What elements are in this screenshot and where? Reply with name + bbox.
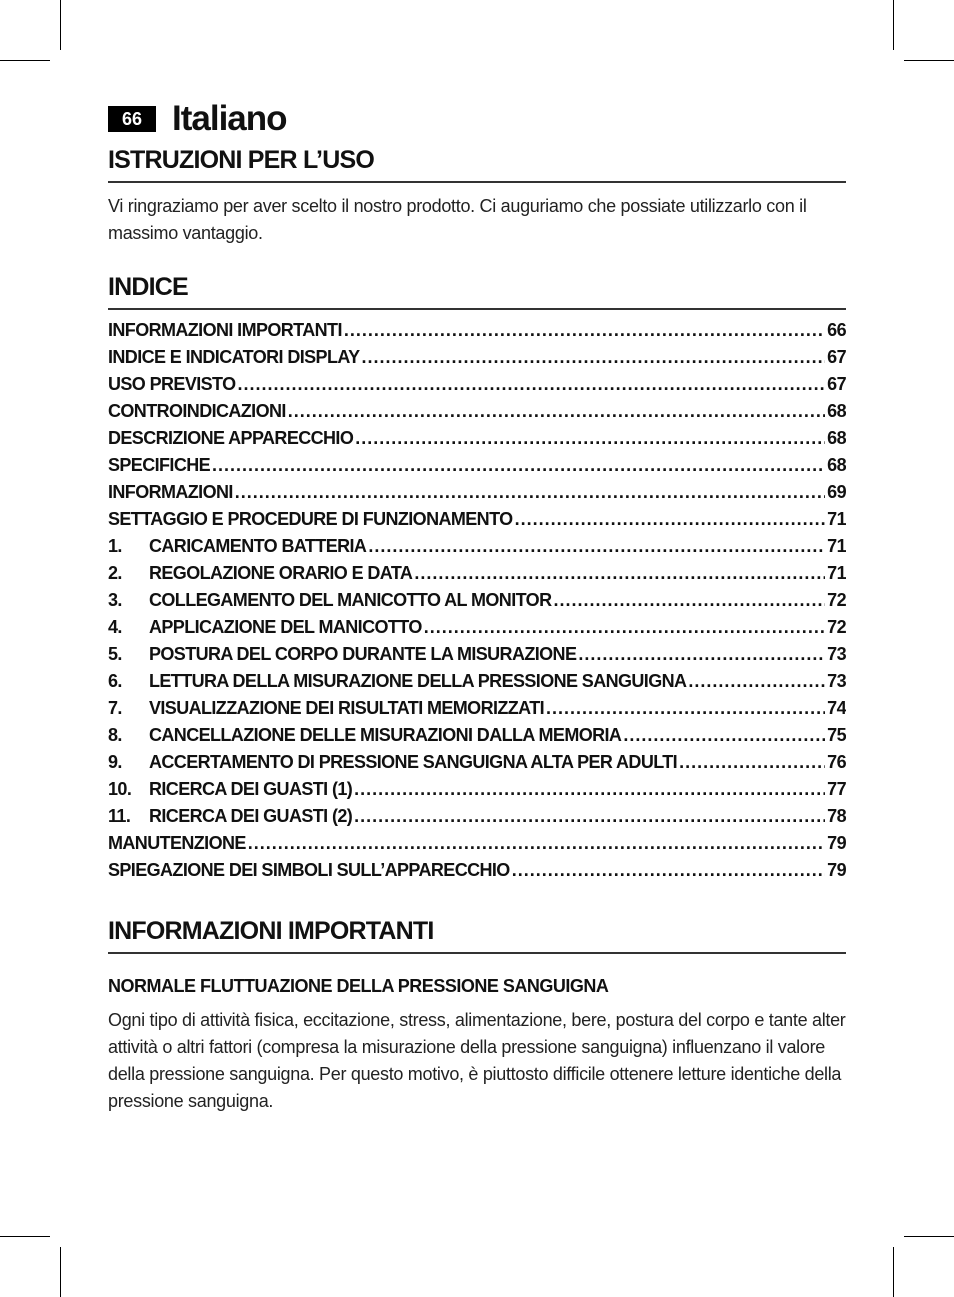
toc-entry-page: 76 [827, 752, 846, 772]
toc-entry-page: 73 [827, 644, 846, 664]
toc-entry [108, 428, 846, 455]
toc-entry [108, 617, 846, 644]
toc-entry [108, 860, 846, 887]
toc-dot-leader [235, 482, 825, 503]
toc-entry [108, 644, 846, 671]
instructions-title: ISTRUZIONI PER L’USO [108, 146, 846, 183]
toc-entry-label: APPLICAZIONE DEL MANICOTTO [149, 617, 422, 637]
toc-entry [108, 320, 846, 347]
crop-mark [60, 1247, 61, 1297]
document-page [108, 96, 846, 1115]
toc-entry [108, 806, 846, 833]
toc-entry-label: ACCERTAMENTO DI PRESSIONE SANGUIGNA ALTA PER ADULTI [149, 752, 678, 772]
toc-entry [108, 725, 846, 752]
toc-dot-leader [546, 698, 825, 719]
toc-entry-label: SPIEGAZIONE DEI SIMBOLI SULL’APPARECCHIO [108, 860, 510, 880]
page-header [108, 96, 846, 142]
toc-entry-page: 68 [827, 401, 846, 421]
toc-entry-page: 71 [827, 536, 846, 556]
toc-entry-page: 72 [827, 617, 846, 637]
toc-entry-label: VISUALIZZAZIONE DEI RISULTATI MEMORIZZATI [149, 698, 545, 718]
toc-entry-label: INDICE E INDICATORI DISPLAY [108, 347, 360, 367]
toc-entry-label: INFORMAZIONI [108, 482, 233, 502]
toc-dot-leader [512, 860, 825, 881]
toc-entry-page: 79 [827, 860, 846, 880]
toc-entry-label: POSTURA DEL CORPO DURANTE LA MISURAZIONE [149, 644, 577, 664]
toc-entry-number: 11. [108, 806, 131, 826]
toc-entry [108, 590, 846, 617]
toc-entry [108, 374, 846, 401]
index-title: INDICE [108, 273, 846, 310]
toc-entry-page: 69 [827, 482, 846, 502]
toc-dot-leader [362, 347, 826, 368]
page-number-badge: 66 [108, 106, 156, 132]
crop-mark [893, 1247, 894, 1297]
toc-entry-number: 8. [108, 725, 122, 745]
toc-entry-page: 72 [827, 590, 846, 610]
toc-entry-page: 74 [827, 698, 846, 718]
toc-entry-label: LETTURA DELLA MISURAZIONE DELLA PRESSIONE SANGUIGNA [149, 671, 687, 691]
toc-entry-page: 77 [827, 779, 846, 799]
toc-entry-label: DESCRIZIONE APPARECCHIO [108, 428, 354, 448]
toc-entry [108, 401, 846, 428]
language-title: Italiano [172, 99, 287, 138]
toc-dot-leader [623, 725, 825, 746]
toc-dot-leader [288, 401, 825, 422]
toc-entry-number: 10. [108, 779, 132, 799]
toc-entry-label: RICERCA DEI GUASTI (1) [149, 779, 353, 799]
toc-entry-number: 5. [108, 644, 122, 664]
toc-entry [108, 698, 846, 725]
toc-entry [108, 455, 846, 482]
toc-entry-page: 71 [827, 509, 846, 529]
toc-entry-number: 2. [108, 563, 122, 583]
toc-entry-label: INFORMAZIONI IMPORTANTI [108, 320, 342, 340]
toc-entry-number: 1. [108, 536, 122, 556]
crop-mark [60, 0, 61, 50]
toc-dot-leader [355, 428, 825, 449]
toc-entry [108, 833, 846, 860]
toc-entry [108, 509, 846, 536]
toc-entry-label: USO PREVISTO [108, 374, 236, 394]
toc-entry-number: 7. [108, 698, 122, 718]
toc-dot-leader [424, 617, 825, 638]
toc-entry-number: 4. [108, 617, 122, 637]
toc-entry-label: SPECIFICHE [108, 455, 211, 475]
toc-entry-page: 68 [827, 428, 846, 448]
intro-paragraph: Vi ringraziamo per aver scelto il nostro prodotto. Ci auguriamo che possiate utilizzarlo con il massimo vantaggio. [108, 196, 807, 243]
toc-entry-number: 6. [108, 671, 122, 691]
blood-pressure-subtitle: NORMALE FLUTTUAZIONE DELLA PRESSIONE SANGUIGNA [108, 976, 609, 996]
toc-entry-page: 68 [827, 455, 846, 475]
table-of-contents [108, 320, 846, 887]
toc-dot-leader [212, 455, 825, 476]
important-info-title: INFORMAZIONI IMPORTANTI [108, 917, 846, 954]
toc-entry-page: 79 [827, 833, 846, 853]
toc-entry-page: 71 [827, 563, 846, 583]
toc-dot-leader [248, 833, 825, 854]
toc-dot-leader [414, 563, 825, 584]
toc-entry [108, 482, 846, 509]
toc-dot-leader [515, 509, 826, 530]
toc-entry [108, 779, 846, 806]
toc-dot-leader [679, 752, 825, 773]
toc-entry-number: 9. [108, 752, 122, 772]
crop-mark [904, 1236, 954, 1237]
toc-entry-page: 75 [827, 725, 846, 745]
toc-entry-label: COLLEGAMENTO DEL MANICOTTO AL MONITOR [149, 590, 552, 610]
toc-entry-label: SETTAGGIO E PROCEDURE DI FUNZIONAMENTO [108, 509, 513, 529]
toc-dot-leader [578, 644, 825, 665]
toc-entry-page: 67 [827, 347, 846, 367]
crop-mark [893, 0, 894, 50]
toc-dot-leader [688, 671, 825, 692]
toc-entry-label: REGOLAZIONE ORARIO E DATA [149, 563, 413, 583]
crop-mark [904, 60, 954, 61]
toc-entry [108, 671, 846, 698]
toc-dot-leader [354, 806, 825, 827]
toc-dot-leader [238, 374, 826, 395]
toc-entry-label: RICERCA DEI GUASTI (2) [149, 806, 353, 826]
toc-entry [108, 563, 846, 590]
crop-mark [0, 60, 50, 61]
toc-entry-label: MANUTENZIONE [108, 833, 246, 853]
toc-entry-page: 73 [827, 671, 846, 691]
crop-mark [0, 1236, 50, 1237]
toc-entry-label: CANCELLAZIONE DELLE MISURAZIONI DALLA MEMORIA [149, 725, 622, 745]
toc-entry-page: 78 [827, 806, 846, 826]
toc-entry [108, 536, 846, 563]
toc-dot-leader [368, 536, 825, 557]
toc-entry [108, 752, 846, 779]
important-paragraph: Ogni tipo di attività fisica, eccitazione, stress, alimentazione, bere, postura del corpo e tante alter attività o altri fattori (compresa la misurazione della pressione sanguigna) influenzano il valore della pressione sanguigna. Per questo motivo, è piuttosto difficile ottenere letture identiche della pressione sanguigna. [108, 1010, 846, 1111]
toc-dot-leader [344, 320, 825, 341]
toc-dot-leader [354, 779, 825, 800]
toc-entry-page: 67 [827, 374, 846, 394]
toc-entry-label: CONTROINDICAZIONI [108, 401, 286, 421]
toc-entry [108, 347, 846, 374]
toc-dot-leader [553, 590, 825, 611]
toc-entry-page: 66 [827, 320, 846, 340]
toc-entry-label: CARICAMENTO BATTERIA [149, 536, 367, 556]
toc-entry-number: 3. [108, 590, 122, 610]
